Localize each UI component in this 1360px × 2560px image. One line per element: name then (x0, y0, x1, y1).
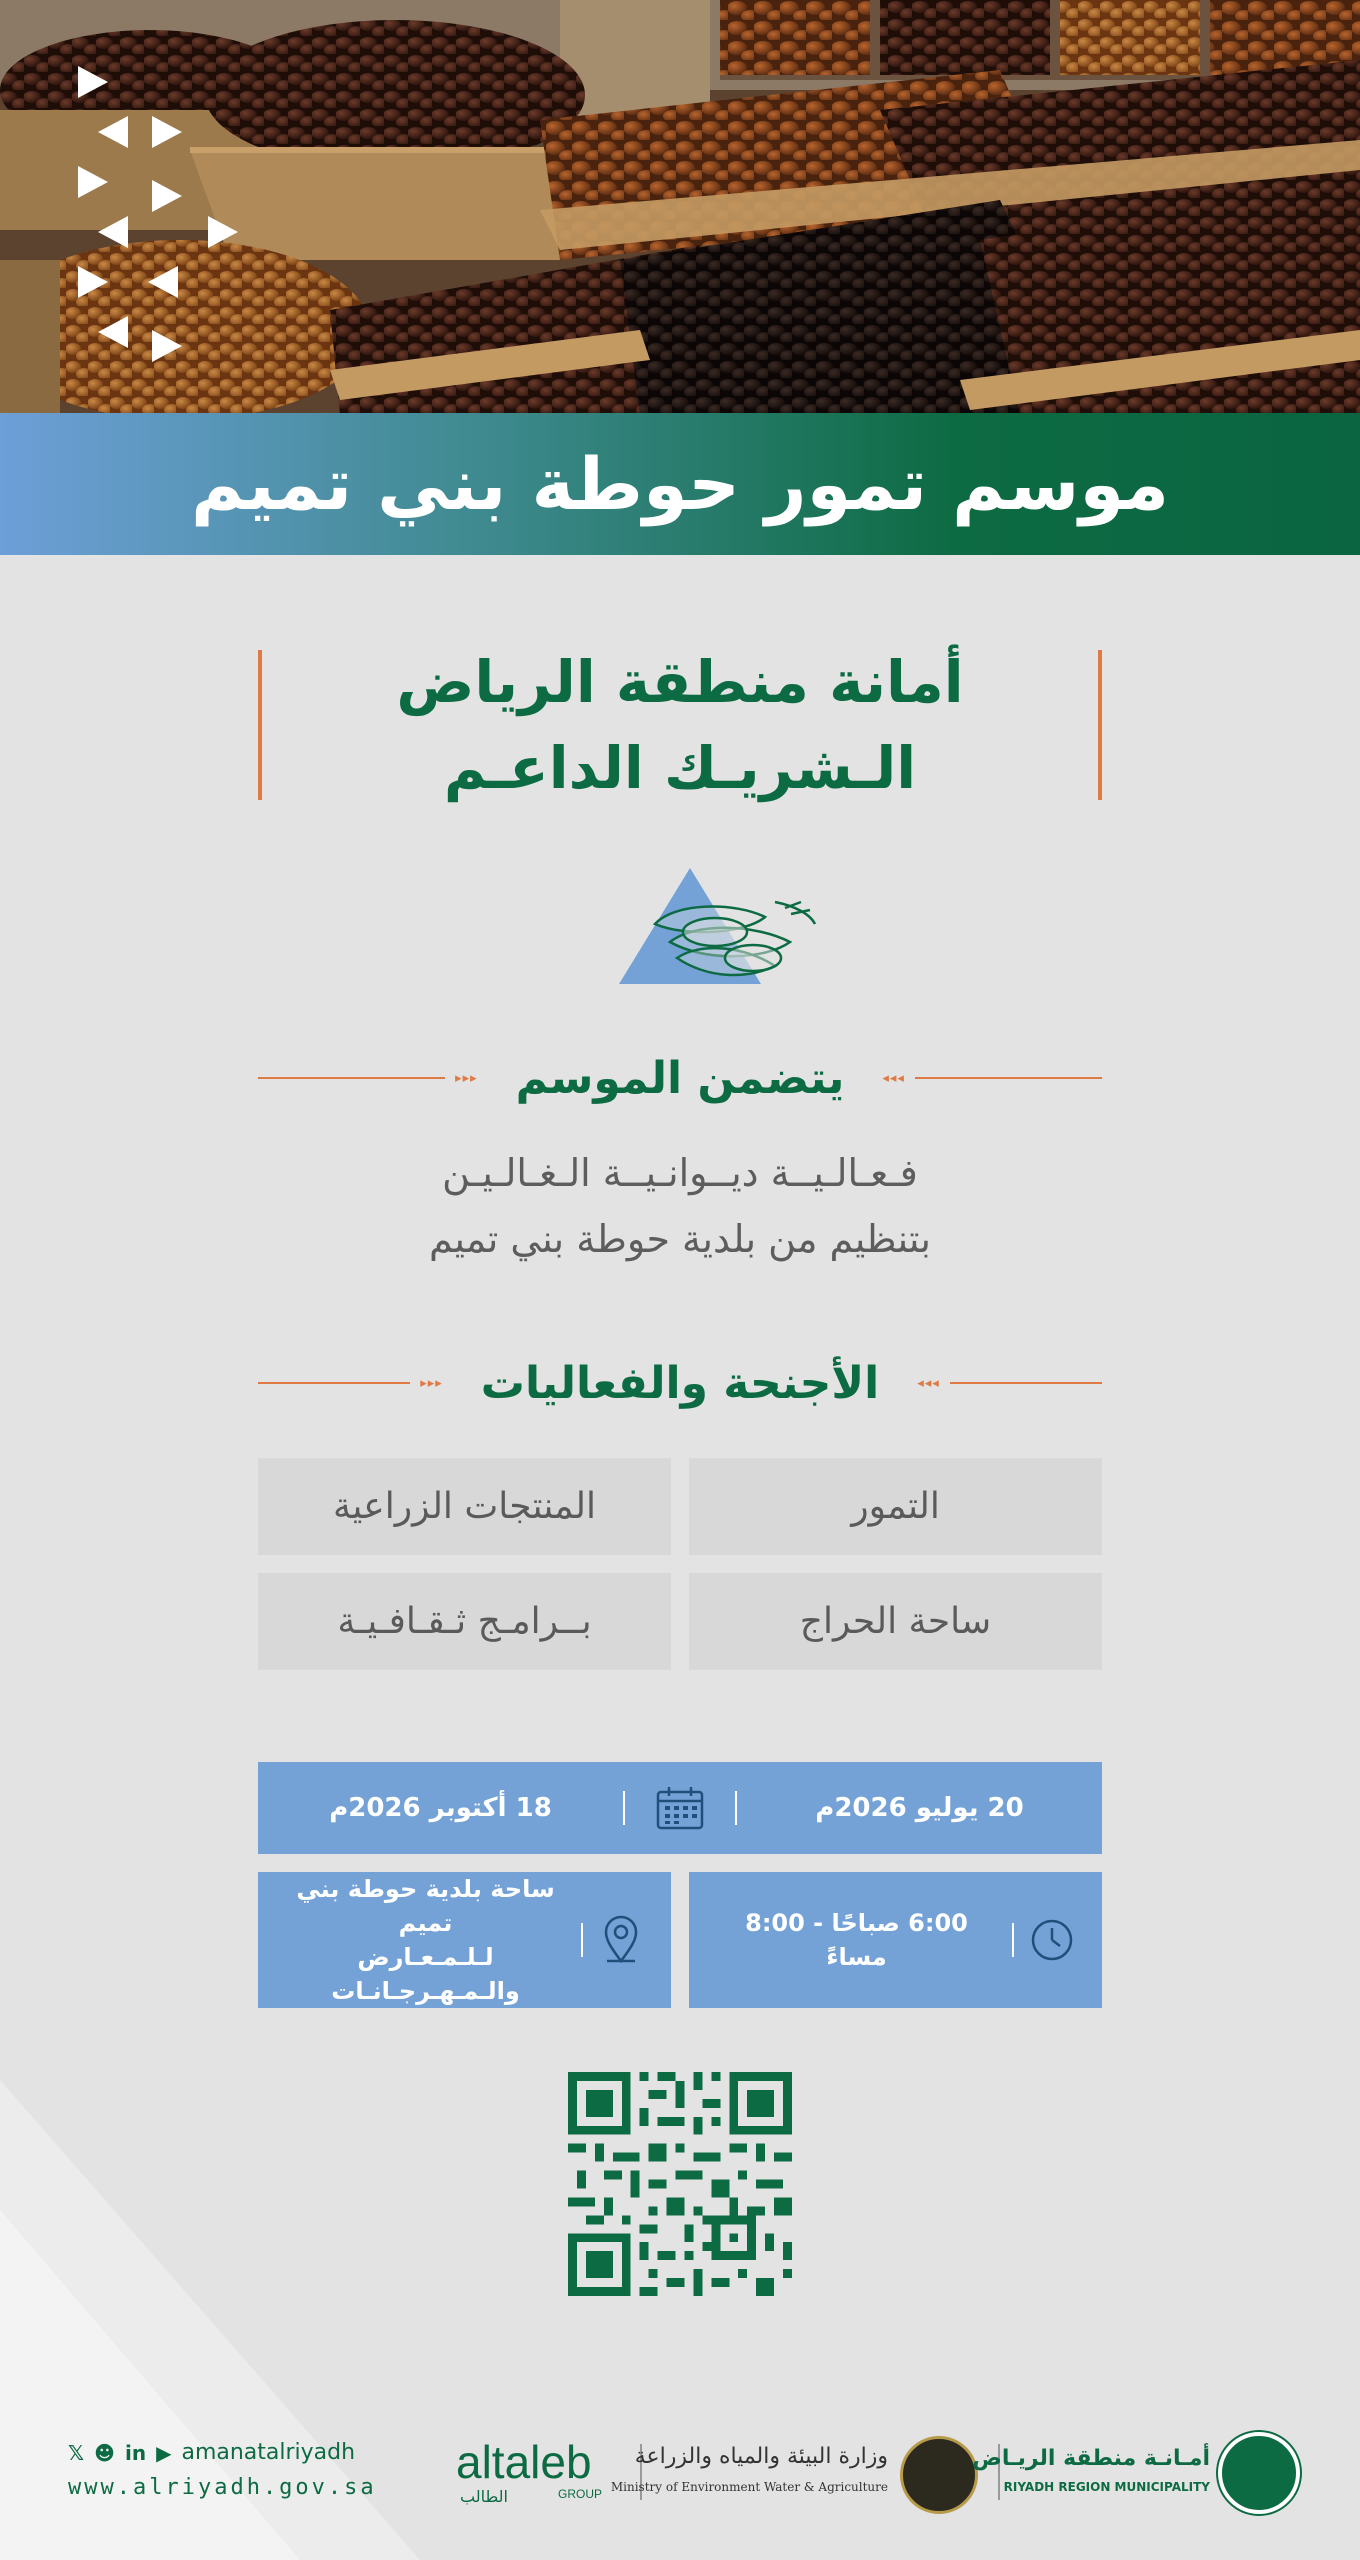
website-link[interactable]: www.alriyadh.gov.sa (68, 2475, 377, 2500)
saudi-emblem-seal (900, 2436, 978, 2514)
title-band (0, 413, 1360, 555)
heading-arrows: ▸▸▸ (455, 1070, 478, 1086)
heading-arrows: ▸▸▸ (420, 1375, 443, 1391)
date-range-bar (258, 1762, 1102, 1854)
pavilions-heading: الأجنحة والفعاليات (480, 1357, 880, 1409)
page-title: موسم تمور حوطة بني تميم (190, 442, 1170, 526)
time-location-row (258, 1872, 1102, 2005)
clock-icon (1028, 1918, 1076, 1962)
separator (581, 1923, 583, 1957)
start-date: 20 يوليو 2026م (815, 1793, 1024, 1823)
hero-dates-photo (0, 0, 1360, 415)
pavilions-section-heading (258, 1348, 1102, 1418)
location-line1: ساحة بلدية حوطة بني تميم (296, 1875, 555, 1937)
location-pin-icon (597, 1915, 645, 1965)
separator (1012, 1923, 1014, 1957)
qr-code[interactable] (568, 2072, 792, 2296)
event-location (284, 1872, 567, 2008)
altaleb-arabic: الطالب (460, 2487, 508, 2506)
supporting-partner-block (258, 650, 1102, 800)
pavilion-item: التمور (689, 1458, 1102, 1555)
date-fruit-emblem-icon (615, 862, 825, 992)
heading-rule (950, 1382, 1102, 1384)
end-date: 18 أكتوبر 2026م (329, 1793, 552, 1823)
season-description (258, 1140, 1102, 1272)
heading-rule (258, 1382, 410, 1384)
heading-arrows: ◂◂◂ (882, 1070, 905, 1086)
social-handle[interactable]: amanatalriyadh (181, 2440, 356, 2465)
calendar-icon (625, 1785, 735, 1831)
partner-name: أمانة منطقة الرياض (396, 648, 964, 716)
pavilion-item: المنتجات الزراعية (258, 1458, 671, 1555)
altaleb-group-text: GROUP (558, 2487, 603, 2501)
season-organizer: بتنظيم من بلدية حوطة بني تميم (429, 1217, 931, 1261)
event-time: 6:00 صباحًا - 8:00 مساءً (745, 1909, 968, 1971)
season-heading: يتضمن الموسم (515, 1052, 845, 1104)
season-section-heading (258, 1043, 1102, 1113)
ministry-name-en: Ministry of Environment Water & Agriculture (610, 2480, 888, 2494)
time-box (689, 1872, 1102, 2008)
riyadh-name-ar: أمـانـة منطقة الريـاض (972, 2446, 1210, 2471)
separator (623, 1791, 625, 1825)
location-line2: لـلـمـعـارض والـمـهـرجـانـات (331, 1943, 520, 2005)
heading-rule (258, 1077, 445, 1079)
riyadh-badge (1218, 2432, 1300, 2514)
linkedin-icon[interactable]: in (124, 2440, 147, 2465)
youtube-icon[interactable]: ▶ (156, 2440, 172, 2465)
riyadh-municipality-logo (972, 2432, 1300, 2518)
pavilion-item: بــرامـج ثـقـافـيـة (258, 1573, 671, 1670)
location-box (258, 1872, 671, 2008)
pavilion-item: ساحة الحراج (689, 1573, 1102, 1670)
separator (735, 1791, 737, 1825)
heading-rule (915, 1077, 1102, 1079)
x-icon[interactable]: 𝕏 (68, 2440, 85, 2465)
altaleb-group-logo (456, 2436, 616, 2508)
pavilions-grid (258, 1458, 1102, 1670)
heading-arrows: ◂◂◂ (917, 1375, 940, 1391)
snapchat-icon[interactable]: ☻ (94, 2440, 115, 2465)
altaleb-wordmark: altaleb (456, 2436, 592, 2488)
season-event-name: فـعـالـيــة ديــوانـيــة الـغـالـيـن (442, 1151, 918, 1195)
partner-role: الـشريـك الداعـم (443, 734, 917, 802)
riyadh-name-en: RIYADH REGION MUNICIPALITY (1003, 2480, 1210, 2494)
ministry-logo (610, 2436, 978, 2516)
social-links (68, 2440, 355, 2465)
ministry-name-ar: وزارة البيئة والمياه والزراعة (634, 2444, 888, 2469)
